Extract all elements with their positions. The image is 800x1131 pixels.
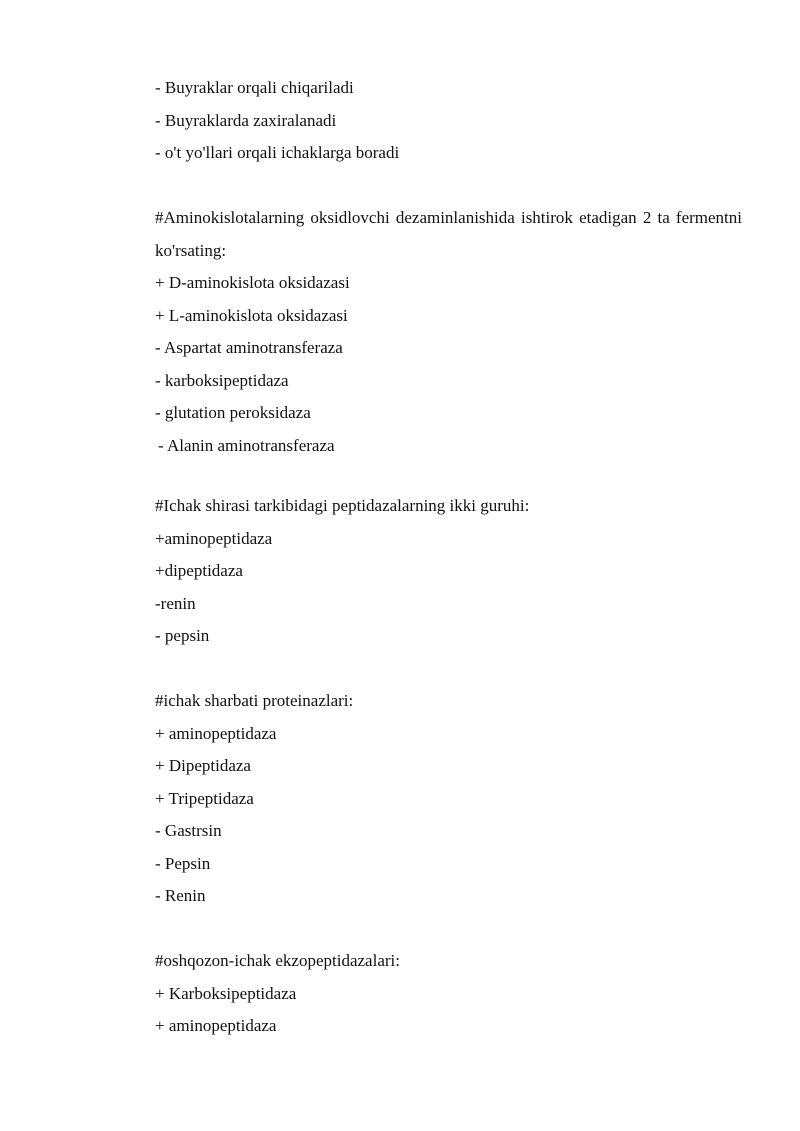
answer-option: + aminopeptidaza xyxy=(155,1016,277,1035)
answer-option: - Buyraklarda zaxiralanadi xyxy=(155,110,337,130)
answer-option: +dipeptidaza xyxy=(155,561,243,580)
answer-option: - glutation peroksidaza xyxy=(155,403,311,422)
answer-option: - karboksipeptidaza xyxy=(155,370,289,390)
question-block xyxy=(155,72,742,170)
answer-option: - Aspartat aminotransferaza xyxy=(155,338,343,357)
document-content xyxy=(155,72,742,1043)
question-text: #Ichak shirasi tarkibidagi peptidazalarning ikki guruhi: xyxy=(155,496,530,515)
answer-option: -renin xyxy=(155,593,196,613)
question-block xyxy=(155,490,742,653)
blank-line xyxy=(155,462,742,490)
question-block xyxy=(155,945,742,1043)
answer-option: - Pepsin xyxy=(155,853,211,873)
blank-line xyxy=(155,913,742,946)
answer-option: + aminopeptidaza xyxy=(155,723,277,743)
answer-option: - Buyraklar orqali chiqariladi xyxy=(155,78,354,97)
answer-option: + Tripeptidaza xyxy=(155,788,254,808)
answer-option: - Renin xyxy=(155,886,206,905)
blank-line xyxy=(155,170,742,203)
answer-option: - Alanin aminotransferaza xyxy=(158,435,335,455)
question-text: #oshqozon-ichak ekzopeptidazalari: xyxy=(155,951,400,970)
blank-line xyxy=(155,653,742,686)
question-block xyxy=(155,685,742,913)
answer-option: + Karboksipeptidaza xyxy=(155,983,297,1003)
answer-option: - Gastrsin xyxy=(155,821,222,840)
answer-option: +aminopeptidaza xyxy=(155,528,273,548)
question-text: #ichak sharbati proteinazlari: xyxy=(155,691,354,710)
answer-option: - o't yo'llari orqali ichaklarga boradi xyxy=(155,143,400,162)
question-block xyxy=(155,202,742,462)
answer-option: + L-aminokislota oksidazasi xyxy=(155,305,348,325)
question-text: #Aminokislotalarning oksidlovchi dezaminlanishida ishtirok etadigan 2 ta fermentni ko'rsating: xyxy=(155,208,742,260)
answer-option: - pepsin xyxy=(155,626,210,645)
answer-option: + D-aminokislota oksidazasi xyxy=(155,273,350,292)
answer-option: + Dipeptidaza xyxy=(155,756,251,775)
